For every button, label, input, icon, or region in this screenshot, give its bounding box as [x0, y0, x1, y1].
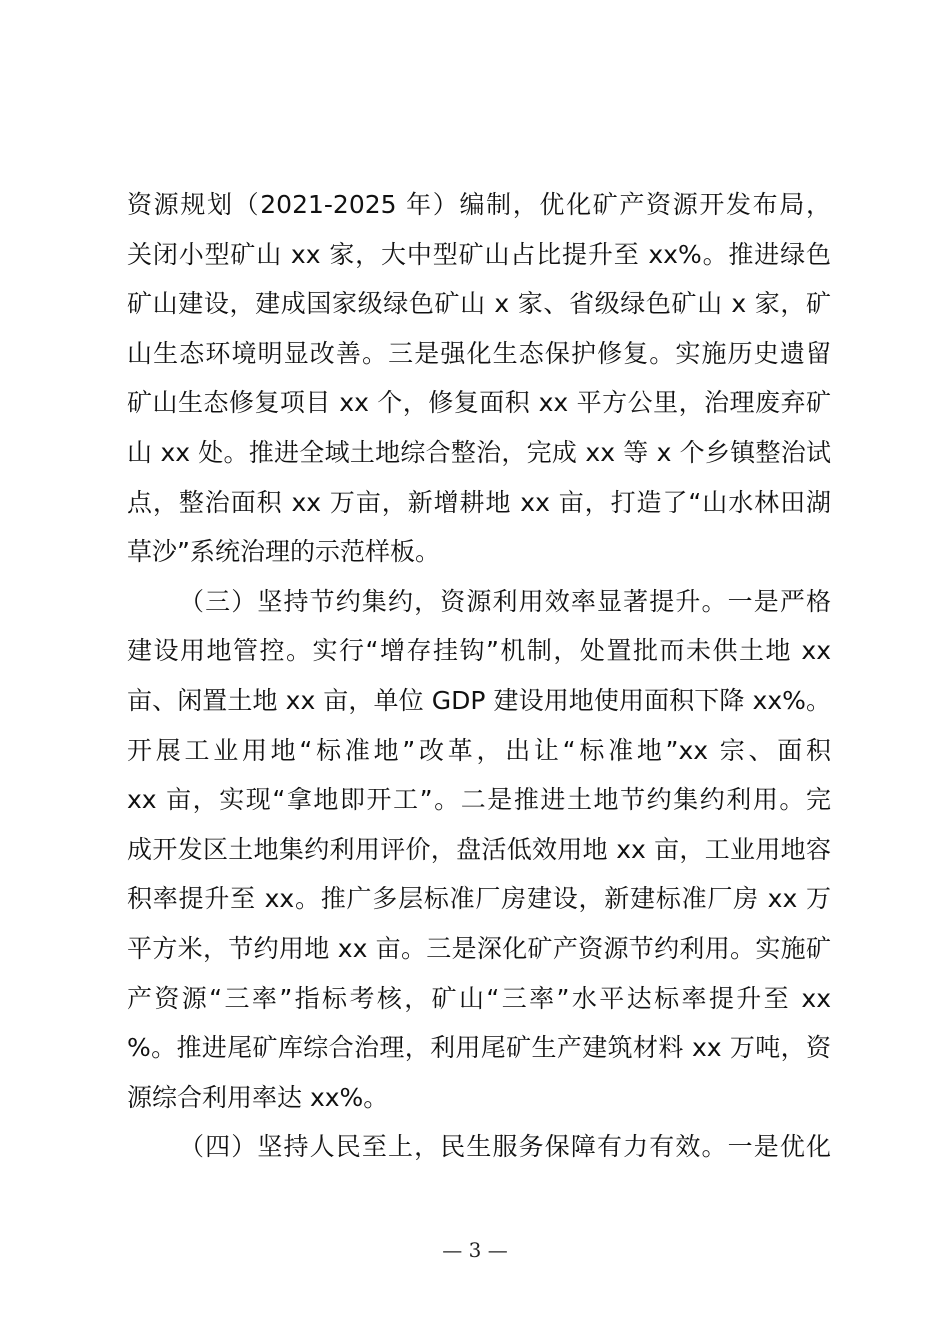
text-line: 建设用地管控。实行“增存挂钩”机制，处置批而未供土地 xx	[127, 636, 831, 666]
text-line: 平方米，节约用地 xx 亩。三是深化矿产资源节约利用。实施矿	[127, 933, 831, 963]
text-line: 矿山建设，建成国家级绿色矿山 x 家、省级绿色矿山 x 家，矿	[127, 289, 831, 319]
text-line: 山生态环境明显改善。三是强化生态保护修复。实施历史遗留	[127, 338, 831, 368]
text-line: 成开发区土地集约利用评价，盘活低效用地 xx 亩，工业用地容	[127, 834, 831, 864]
text-line: 矿山生态修复项目 xx 个，修复面积 xx 平方公里，治理废弃矿	[127, 388, 831, 418]
text-line: 山 xx 处。推进全域土地综合整治，完成 xx 等 x 个乡镇整治试	[127, 437, 831, 467]
text-line: %。推进尾矿库综合治理，利用尾矿生产建筑材料 xx 万吨，资	[127, 1033, 831, 1063]
text-line: 草沙”系统治理的示范样板。	[127, 537, 440, 567]
text-line: 源综合利用率达 xx%。	[127, 1082, 389, 1112]
section-heading-line: （四）坚持人民至上，民生服务保障有力有效。一是优化	[179, 1132, 831, 1162]
text-line: 关闭小型矿山 xx 家，大中型矿山占比提升至 xx%。推进绿色	[127, 239, 831, 269]
text-line: 产资源“三率”指标考核，矿山“三率”水平达标率提升至 xx	[127, 983, 831, 1013]
text-line: xx 亩，实现“拿地即开工”。二是推进土地节约集约利用。完	[127, 785, 831, 815]
page-number: — 3 —	[442, 1238, 508, 1262]
text-line: 点，整治面积 xx 万亩，新增耕地 xx 亩，打造了“山水林田湖	[127, 487, 831, 517]
section-heading-line: （三）坚持节约集约，资源利用效率显著提升。一是严格	[179, 586, 831, 616]
text-line: 积率提升至 xx。推广多层标准厂房建设，新建标准厂房 xx 万	[127, 884, 831, 914]
body-text	[127, 180, 831, 1172]
text-line: 资源规划（2021-2025 年）编制，优化矿产资源开发布局，	[127, 190, 831, 219]
text-line: 亩、闲置土地 xx 亩，单位 GDP 建设用地使用面积下降 xx%。	[127, 685, 831, 715]
text-line: 开展工业用地“标准地”改革，出让“标准地”xx 宗、面积	[127, 735, 831, 765]
